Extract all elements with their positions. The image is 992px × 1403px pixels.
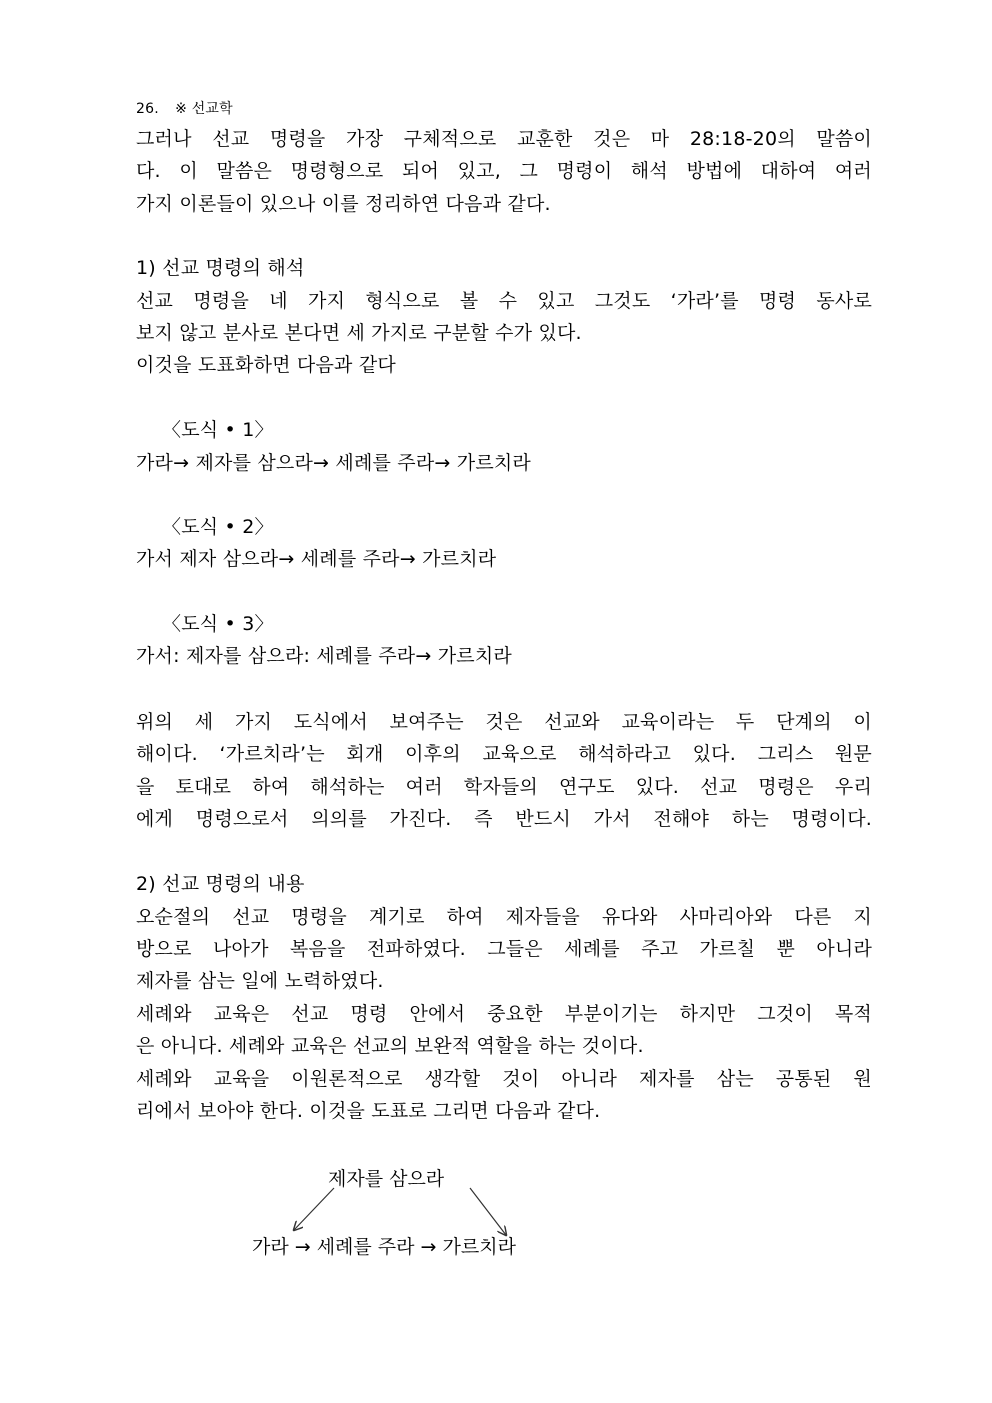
section2-line-3: 제자를 삼는 일에 노력하였다. [136,970,384,992]
section2-line-2: 방으로 나아가 복음을 전파하였다. 그들은 세례를 주고 가르칠 뿐 아니라 [136,938,872,960]
intro-line-3: 가지 이론들이 있으나 이를 정리하연 다음과 같다. [136,193,551,215]
summary-line-3: 을 토대로 하여 해석하는 여러 학자들의 연구도 있다. 선교 명령은 우리 [136,776,872,798]
summary-line-2: 해이다. ‘가르치라’는 회개 이후의 교육으로 해석하라고 있다. 그리스 원문 [136,743,872,765]
intro-line-2: 다. 이 말씀은 명령형으로 되어 있고, 그 명령이 해석 방법에 대하여 여러 [136,160,872,182]
intro-line-1: 그러나 선교 명령을 가장 구체적으로 교훈한 것은 마 28:18-20의 말씀이 [136,128,872,150]
section1-line-3: 이것을 도표화하면 다음과 같다 [136,354,396,376]
arrow-right-icon [470,1188,506,1235]
page-number: 26. [136,101,159,117]
diagram-bottom-node: 가라 → 세례를 주라 → 가르치라 [252,1236,516,1258]
section2-line-4: 세례와 교육은 선교 명령 안에서 중요한 부분이기는 하지만 그것이 목적 [136,1003,872,1025]
mission-diagram [240,1150,600,1270]
section2-heading: 2) 선교 명령의 내용 [136,873,305,895]
scheme-1-text: 가라→ 제자를 삼으라→ 세례를 주라→ 가르치라 [136,452,531,474]
scheme-2-text: 가서 제자 삼으라→ 세례를 주라→ 가르치라 [136,548,497,570]
section2-line-1: 오순절의 선교 명령을 계기로 하여 제자들을 유다와 사마리아와 다른 지 [136,906,872,928]
page-header-title: ※ 선교학 [175,101,233,117]
section1-line-2: 보지 않고 분사로 본다면 세 가지로 구분할 수가 있다. [136,322,582,344]
summary-line-1: 위의 세 가지 도식에서 보여주는 것은 선교와 교육이라는 두 단계의 이 [136,711,872,733]
diagram-top-node: 제자를 삼으라 [328,1168,445,1190]
summary-line-4: 에게 명령으로서 의의를 가진다. 즉 반드시 가서 전해야 하는 명령이다. [136,808,872,830]
scheme-2-label: 〈도식 • 2〉 [162,516,274,538]
scheme-3-label: 〈도식 • 3〉 [162,613,274,635]
section2-line-7: 리에서 보아야 한다. 이것을 도표로 그리면 다음과 같다. [136,1100,601,1122]
section2-line-5: 은 아니다. 세례와 교육은 선교의 보완적 역할을 하는 것이다. [136,1035,644,1057]
section2-line-6: 세례와 교육을 이원론적으로 생각할 것이 아니라 제자를 삼는 공통된 원 [136,1068,872,1090]
section1-heading: 1) 선교 명령의 해석 [136,257,305,279]
scheme-3-text: 가서: 제자를 삼으라: 세례를 주라→ 가르치라 [136,645,512,667]
section1-line-1: 선교 명령을 네 가지 형식으로 볼 수 있고 그것도 ‘가라’를 명령 동사로 [136,290,872,312]
arrow-left-icon [294,1188,334,1230]
page-header [136,96,233,118]
scheme-1-label: 〈도식 • 1〉 [162,419,274,441]
